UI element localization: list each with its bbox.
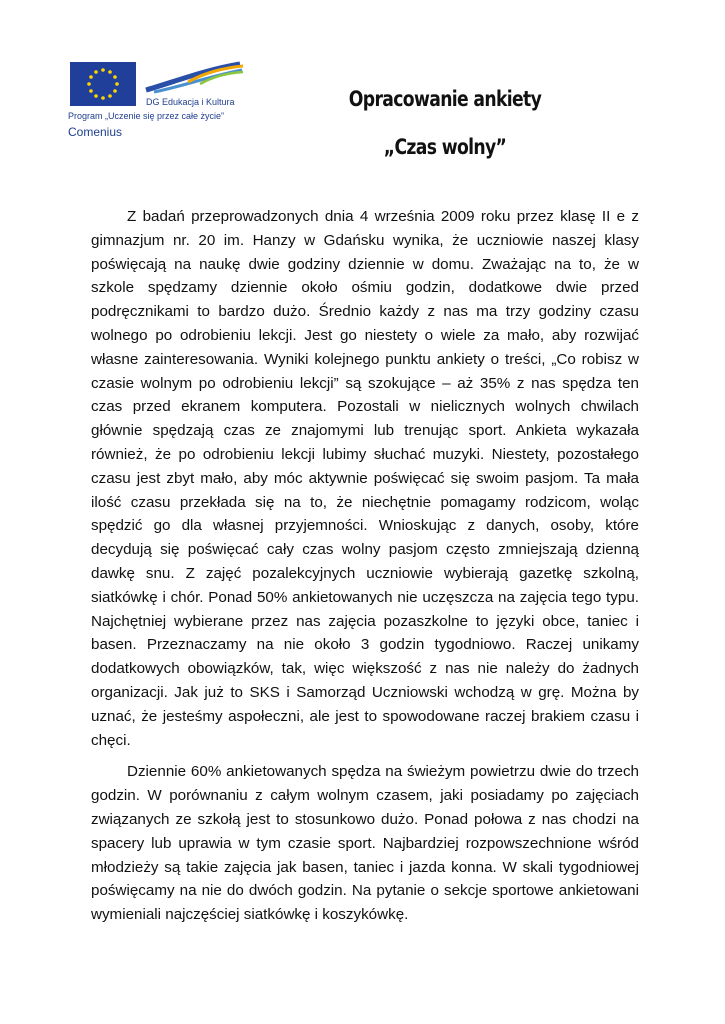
comenius-label: Comenius [68,125,123,139]
swoosh-icon [144,60,244,96]
eu-comenius-logo [68,60,248,146]
program-label: Program „Uczenie się przez całe życie” [68,111,225,121]
paragraph-2: Dziennie 60% ankietowanych spędza na świeżym powietrzu dwie do trzech godzin. W porównaniu z całym wolnym czasem, jaki posiadamy po zajęciach związanych ze szkołą jest to stosunkowo dużo. Ponad połowa z nas chodzi na spacery lub uprawia w tym czasie sport. Najbardziej rozpowszechnione wśród młodzieży są takie zajęcia jak basen, taniec i jazda konna. W skali tygodniowej poświęcamy na nie do dwóch godzin. Na pytanie o sekcje sportowe ankietowani wymieniali najczęściej siatkówkę i koszykówkę. [91,763,639,924]
page-subtitle: „Czas wolny” [383,135,507,159]
page-title: Opracowanie ankiety [348,87,542,111]
document-body [91,205,639,927]
eu-flag-icon [70,62,136,106]
dg-label: DG Edukacja i Kultura [146,97,235,107]
paragraph-1: Z badań przeprowadzonych dnia 4 września 2009 roku przez klasę II e z gimnazjum nr. 20 im. Hanzy w Gdańsku wynika, że uczniowie naszej klasy poświęcają na naukę dwie godziny dziennie w domu. Zważając na to, że w szkole spędzamy dziennie około ośmiu godzin, dodatkowe dwie przed podręcznikami to bardzo dużo. Średnio każdy z nas ma trzy godziny czasu wolnego po odrobieniu lekcji. Jest go niestety o wiele za mało, aby rozwijać własne zainteresowania. Wyniki kolejnego punktu ankiety o treści, „Co robisz w czasie wolnym po odrobieniu lekcji” są szokujące – aż 35% z nas spędza ten czas przed ekranem komputera. Pozostali w nielicznych wolnych chwilach głównie spędzają czas ze znajomymi lub trenując sport. Ankieta wykazała również, że po odrobieniu lekcji lubimy słuchać muzyki. Niestety, pozostałego czasu jest zbyt mało, aby móc aktywnie poświęcać się swoim pasjom. Ta mała ilość czasu przekłada się na to, że niechętnie pomagamy rodzicom, woląc spędzić go dla własnej przyjemności. Wnioskując z danych, osoby, które decydują się poświęcać cały czas wolny pasjom często zmniejszają dzienną dawkę snu. Z zajęć pozalekcyjnych uczniowie wybierają gazetkę szkolną, siatkówkę i chór. Ponad 50% ankietowanych nie uczęszcza na zajęcia tego typu. Najchętniej wybierane przez nas zajęcia pozaszkolne to języki obce, taniec i basen. Przeznaczamy na nie około 3 godzin tygodniowo. Raczej unikamy dodatkowych obowiązków, tak, więc większość z nas nie należy do żadnych organizacji. Jak już to SKS i Samorząd Uczniowski wchodzą w grę. Można by uznać, że jesteśmy aspołeczni, ale jest to spowodowane raczej brakiem czasu i chęci. [91,208,639,749]
